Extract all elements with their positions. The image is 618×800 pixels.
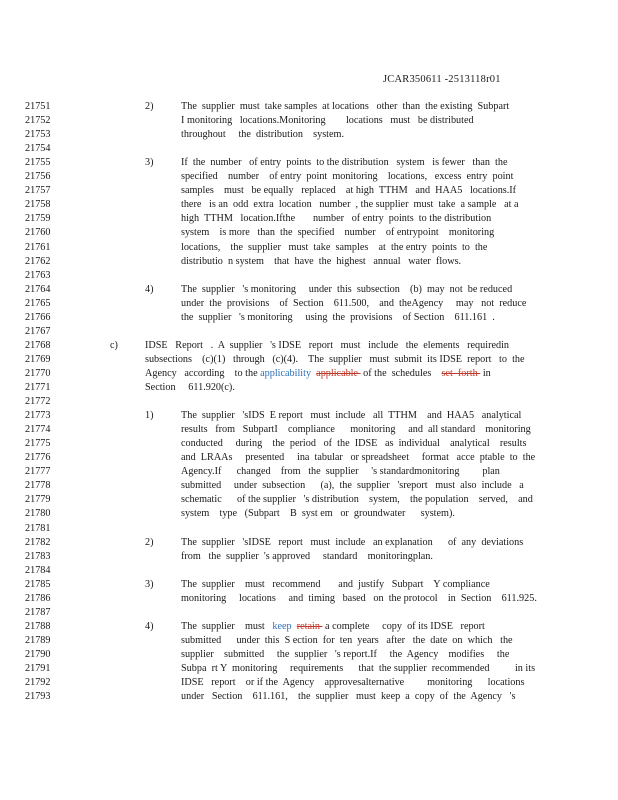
text-segment: The supplier must recommend and justify Subpart Y compliance (181, 578, 490, 590)
line-number: 21755 (25, 157, 51, 169)
line-number: 21769 (25, 353, 51, 365)
line-text (181, 311, 495, 325)
text-segment: subsections (c)(1) through (c)(4). The supplier must submit its IDSE report to the (145, 353, 525, 365)
document-line (0, 198, 618, 212)
document-line (0, 128, 618, 142)
document-line (0, 212, 618, 226)
line-text (181, 507, 455, 521)
line-number: 21790 (25, 648, 51, 660)
line-text (181, 578, 490, 592)
line-number: 21773 (25, 410, 51, 422)
document-line (0, 550, 618, 564)
line-text (145, 367, 491, 381)
document-line (0, 620, 618, 634)
document-line (0, 114, 618, 128)
line-text (181, 634, 513, 648)
text-segment: specified number of entry point monitoring locations, excess entry point (181, 171, 514, 183)
line-text (181, 648, 509, 662)
text-segment: conducted during the period of the IDSE as individual analytical results (181, 438, 527, 450)
text-segment: high TTHM location.Ifthe number of entry points to the distribution (181, 213, 492, 225)
document-line (0, 606, 618, 620)
text-segment: Agency.If changed from the supplier 's standardmonitoring plan (181, 466, 500, 478)
line-text (181, 479, 524, 493)
line-number: 21767 (25, 325, 51, 337)
document-line (0, 255, 618, 269)
item-marker: c) (110, 339, 118, 351)
document-line (0, 690, 618, 704)
item-marker: 3) (145, 157, 154, 169)
document-line (0, 367, 618, 381)
item-marker: 2) (145, 101, 154, 112)
line-number: 21754 (25, 143, 51, 155)
inserted-text: keep (272, 620, 292, 632)
document-line (0, 522, 618, 536)
line-text (145, 381, 235, 395)
line-number: 21771 (25, 382, 51, 393)
text-segment: IDSE report or if the Agency approvesalternative monitoring locations (181, 677, 525, 689)
line-text (181, 465, 500, 479)
document-line (0, 297, 618, 311)
line-text (181, 114, 474, 128)
line-number: 21777 (25, 466, 51, 478)
line-number: 21758 (25, 199, 51, 211)
document-line (0, 142, 618, 156)
line-text (181, 184, 516, 198)
line-text (181, 536, 523, 550)
document-line (0, 395, 618, 409)
line-text (145, 353, 525, 367)
line-text (145, 339, 509, 353)
deleted-text: set forth (441, 367, 481, 379)
line-text (181, 451, 535, 465)
line-text (181, 156, 508, 170)
document-line (0, 339, 618, 353)
line-text (181, 493, 533, 507)
line-number: 21775 (25, 438, 51, 450)
line-number: 21791 (25, 663, 51, 674)
text-segment: I monitoring locations.Monitoring locations must be distributed (181, 115, 474, 127)
line-text (181, 297, 526, 311)
line-text (181, 437, 526, 451)
line-number: 21785 (25, 578, 51, 590)
line-text (181, 170, 513, 184)
document-line (0, 409, 618, 423)
line-text (181, 592, 537, 606)
text-segment: a complete copy of its IDSE report (322, 620, 485, 632)
deleted-text: retain (296, 620, 323, 632)
text-segment: system is more than the specified number of entrypoint monitoring (181, 227, 495, 239)
line-number: 21761 (25, 241, 51, 253)
text-segment: Agency according to the (145, 367, 261, 379)
line-text (181, 198, 519, 212)
text-segment: of the schedules (360, 367, 442, 379)
line-text (181, 550, 433, 564)
text-segment: samples must be equally replaced at high TTHM and HAA5 locations.If (181, 185, 517, 197)
text-segment: system type (Subpart B syst em or groundwater system). (181, 508, 455, 520)
line-number: 21770 (25, 367, 51, 379)
text-segment: The supplier 'sIDS E report must include all TTHM and HAA5 analytical (181, 410, 522, 422)
line-text (181, 423, 531, 437)
document-line (0, 241, 618, 255)
document-line (0, 156, 618, 170)
line-text (181, 676, 524, 690)
text-segment: throughout the distribution system. (181, 129, 344, 141)
text-segment: results from SubpartI compliance monitoring and all standard monitoring (181, 424, 531, 436)
document-line (0, 381, 618, 395)
document-line (0, 592, 618, 606)
line-number: 21782 (25, 536, 51, 548)
item-marker: 3) (145, 578, 154, 590)
text-segment: in (480, 367, 491, 379)
document-line (0, 451, 618, 465)
text-segment: Subpa rt Y monitoring requirements that the supplier recommended in its (181, 663, 536, 674)
text-segment: The supplier must (181, 620, 273, 632)
text-segment: distributio n system that have the highest annual water flows. (181, 255, 462, 267)
document-line (0, 325, 618, 339)
document-line (0, 564, 618, 578)
text-segment: under Section 611.161, the supplier must keep a copy of the Agency 's (181, 691, 516, 703)
document-line (0, 578, 618, 592)
line-number: 21778 (25, 480, 51, 492)
text-segment: Section 611.920(c). (145, 382, 235, 393)
text-segment: from the supplier 's approved standard monitoringplan. (181, 550, 433, 562)
line-number: 21780 (25, 508, 51, 520)
document-line (0, 479, 618, 493)
document-line (0, 676, 618, 690)
text-segment: the supplier 's monitoring using the provisions of Section 611.161 . (181, 311, 495, 323)
line-number: 21766 (25, 311, 51, 323)
line-number: 21793 (25, 691, 51, 703)
line-number: 21762 (25, 255, 51, 267)
line-text (181, 212, 491, 226)
document-line (0, 184, 618, 198)
line-text (181, 100, 509, 114)
text-segment: there is an odd extra location number , the supplier must take a sample at a (181, 199, 519, 211)
line-text (181, 128, 344, 142)
line-text (181, 409, 521, 423)
line-number: 21764 (25, 283, 51, 295)
item-marker: 4) (145, 283, 154, 295)
line-number: 21765 (25, 297, 51, 309)
line-number: 21760 (25, 227, 51, 239)
line-number: 21792 (25, 677, 51, 689)
line-number: 21788 (25, 620, 51, 632)
line-number: 21772 (25, 396, 51, 408)
line-number: 21774 (25, 424, 51, 436)
document-line (0, 269, 618, 283)
page-header: JCAR350611 -2513118r01 (383, 74, 501, 85)
deleted-text: applicable (316, 367, 361, 379)
document-line (0, 465, 618, 479)
document-line (0, 493, 618, 507)
document-line (0, 634, 618, 648)
line-text (181, 662, 535, 676)
line-number: 21784 (25, 564, 51, 576)
line-text (181, 241, 487, 255)
line-number: 21763 (25, 269, 51, 281)
line-number: 21789 (25, 634, 51, 646)
document-line (0, 423, 618, 437)
text-segment: monitoring locations and timing based on the protocol in Section 611.925. (181, 592, 537, 604)
document-line (0, 507, 618, 521)
document-line (0, 311, 618, 325)
item-marker: 2) (145, 536, 154, 548)
line-number: 21753 (25, 129, 51, 141)
text-segment: If the number of entry points to the distribution system is fewer than the (181, 157, 508, 169)
line-number: 21787 (25, 606, 51, 618)
line-number: 21781 (25, 522, 51, 534)
document-line (0, 648, 618, 662)
document-line (0, 437, 618, 451)
text-segment: IDSE Report . A supplier 's IDSE report must include the elements requiredin (145, 339, 509, 351)
document-line (0, 226, 618, 240)
line-number: 21757 (25, 185, 51, 197)
line-number: 21759 (25, 213, 51, 225)
inserted-text: applicability (260, 367, 312, 379)
text-segment: submitted under this S ection for ten years after the date on which the (181, 634, 513, 646)
line-number: 21783 (25, 550, 51, 562)
item-marker: 1) (145, 410, 154, 422)
line-text (181, 283, 512, 297)
text-segment: under the provisions of Section 611.500, and theAgency may not reduce (181, 297, 527, 309)
line-number: 21752 (25, 115, 51, 127)
document-line (0, 353, 618, 367)
text-segment: The supplier 'sIDSE report must include an explanation of any deviations (181, 536, 524, 548)
document-line (0, 662, 618, 676)
line-number: 21768 (25, 339, 51, 351)
line-text (181, 226, 494, 240)
line-number: 21779 (25, 494, 51, 506)
line-number: 21786 (25, 592, 51, 604)
text-segment: The supplier must take samples at locations other than the existing Subpart (181, 101, 510, 112)
text-segment: submitted under subsection (a), the supplier 'sreport must also include a (181, 480, 524, 492)
text-segment: The supplier 's monitoring under this subsection (b) may not be reduced (181, 283, 513, 295)
line-text (181, 690, 515, 704)
line-number: 21756 (25, 171, 51, 183)
document-line (0, 100, 618, 114)
text-segment: supplier submitted the supplier 's report.If the Agency modifies the (181, 648, 510, 660)
text-segment: schematic of the supplier 's distribution system, the population served, and (181, 494, 533, 506)
line-number: 21776 (25, 452, 51, 464)
document-line (0, 283, 618, 297)
document-line (0, 170, 618, 184)
text-segment: and LRAAs presented ina tabular or spreadsheet format acce ptable to the (181, 452, 536, 464)
line-text (181, 620, 485, 634)
text-segment: locations, the supplier must take samples at the entry points to the (181, 241, 488, 253)
line-text (181, 255, 461, 269)
line-number: 21751 (25, 101, 51, 112)
item-marker: 4) (145, 620, 154, 632)
document-line (0, 536, 618, 550)
